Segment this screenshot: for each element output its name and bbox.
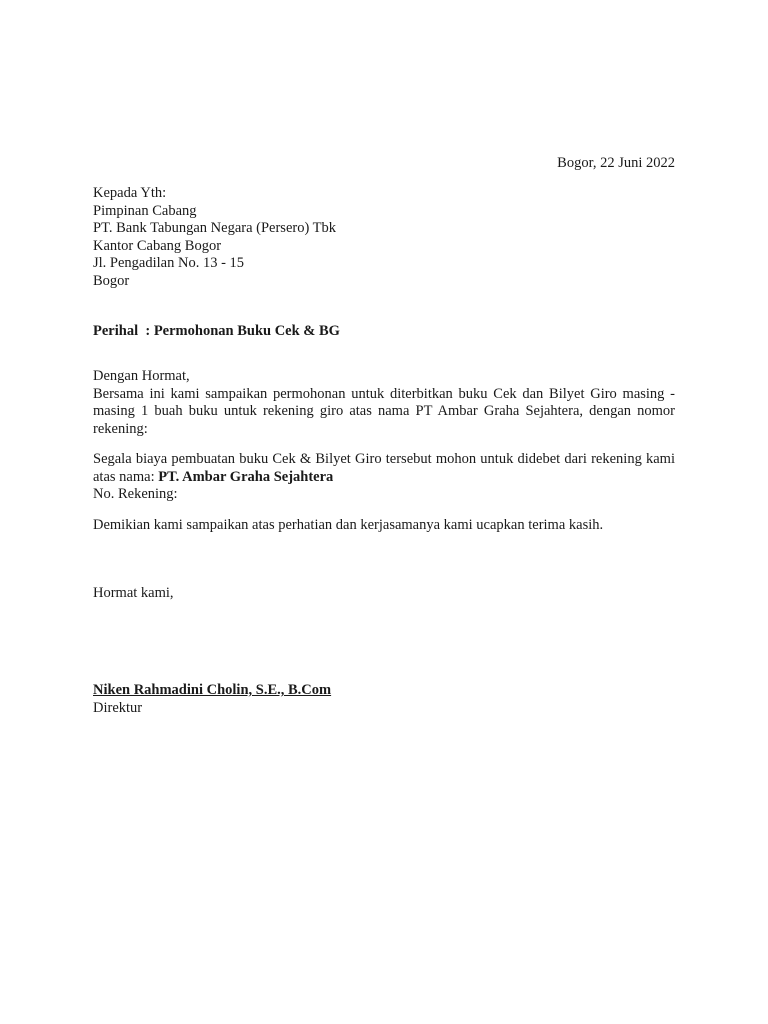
closing: Hormat kami, — [93, 585, 174, 601]
signatory-name: Niken Rahmadini Cholin, S.E., B.Com — [93, 682, 332, 698]
paragraph-3: Demikian kami sampaikan atas perhatian dan kerjasamanya kami ucapkan terima kasih. — [93, 517, 604, 533]
subject-label: Perihal — [93, 323, 139, 339]
account-number-label: No. Rekening: — [93, 486, 178, 503]
opening-section — [93, 368, 675, 438]
greeting: Dengan Hormat, — [93, 368, 190, 384]
subject-separator: : — [145, 323, 151, 339]
paragraph-2-text: Segala biaya pembuatan buku Cek & Bilyet Giro tersebut mohon untuk didebet dari rekening kami atas nama: — [93, 451, 675, 485]
recipient-line-4: Jl. Pengadilan No. 13 - 15 — [93, 255, 245, 272]
signature-block — [93, 682, 675, 717]
recipient-salutation: Kepada Yth: — [93, 185, 167, 201]
recipient-line-5: Bogor — [93, 272, 130, 289]
recipient-line-1: Pimpinan Cabang — [93, 202, 197, 219]
recipient-line-2: PT. Bank Tabungan Negara (Persero) Tbk — [93, 220, 337, 237]
paragraph-2 — [93, 451, 675, 486]
signatory-title: Direktur — [93, 699, 143, 716]
paragraph-2-section — [93, 451, 675, 504]
company-name: PT. Ambar Graha Sejahtera — [158, 468, 334, 485]
recipient-line-3: Kantor Cabang Bogor — [93, 237, 222, 254]
subject-text: Permohonan Buku Cek & BG — [153, 323, 340, 339]
place-date: Bogor, 22 Juni 2022 — [557, 155, 675, 171]
subject-line — [93, 323, 675, 341]
recipient-address — [93, 185, 675, 291]
paragraph-1: Bersama ini kami sampaikan permohonan untuk diterbitkan buku Cek dan Bilyet Giro masing - masing 1 buah buku untuk rekening giro atas nama PT Ambar Graha Sejahtera, dengan nomor rekening: — [93, 385, 675, 437]
